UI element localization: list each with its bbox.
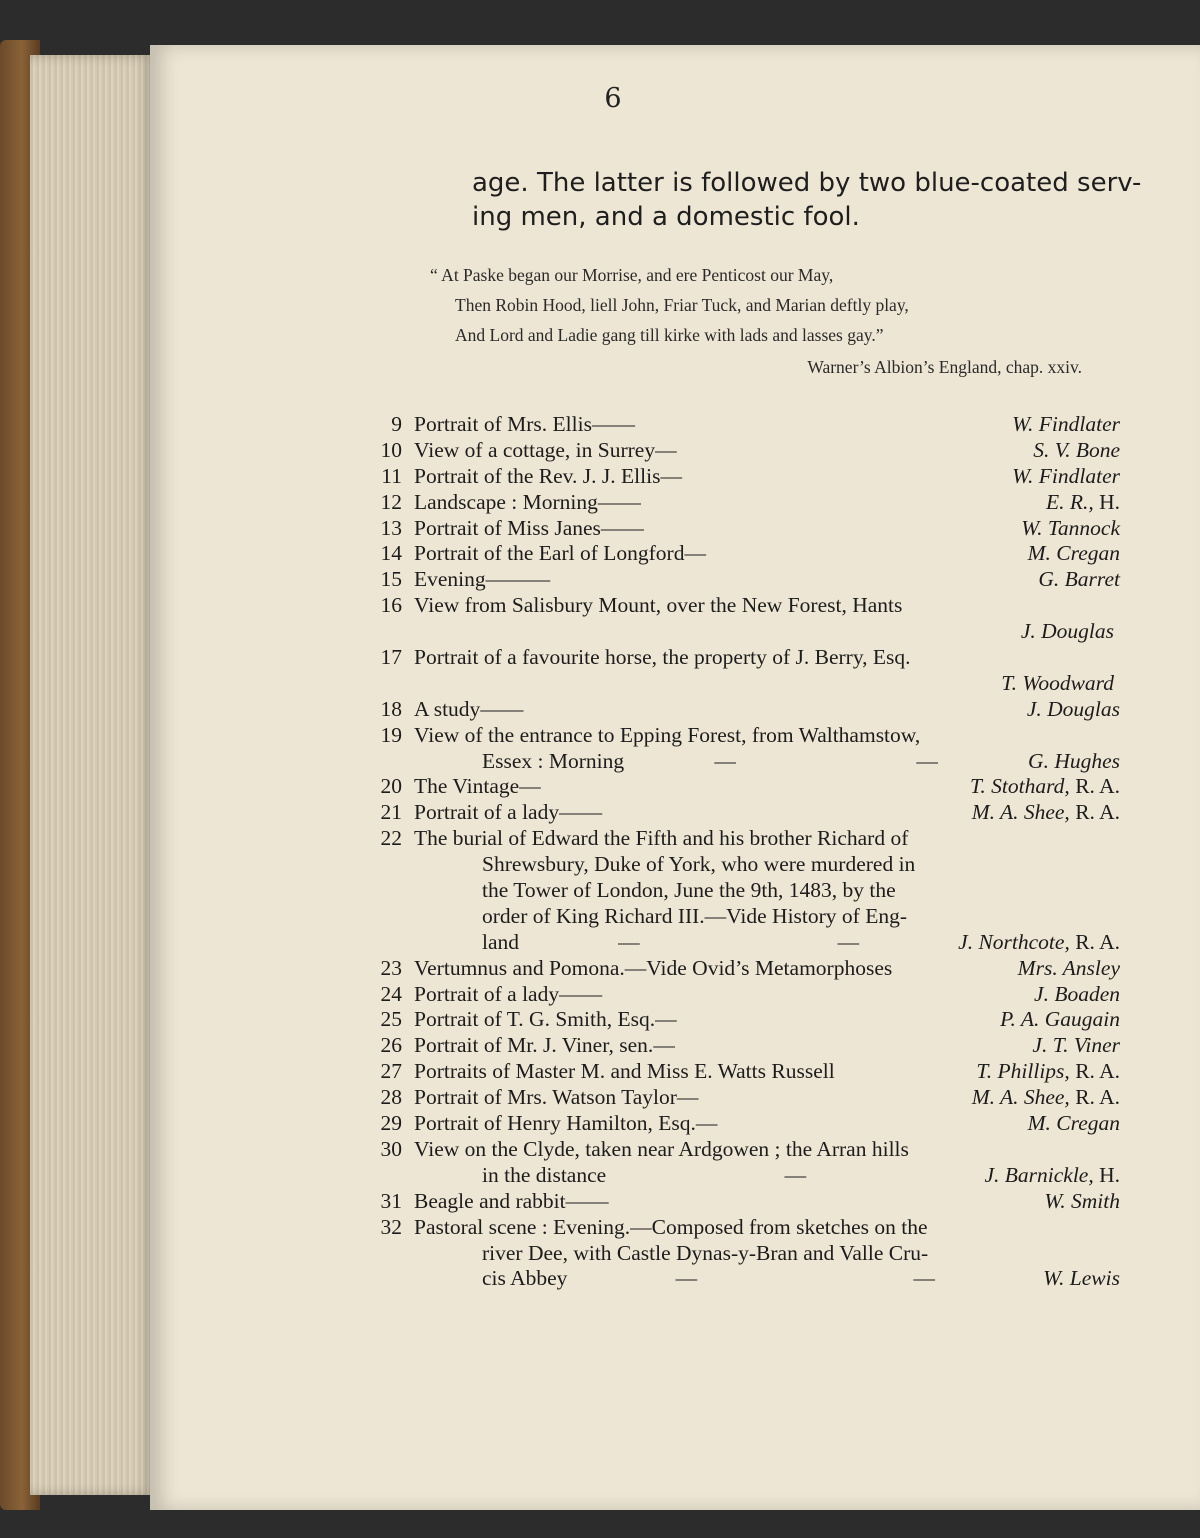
dash-separator: — [684,541,706,566]
entry-title: Portrait of Henry Hamilton, Esq. [414,1111,696,1136]
entry-title-continued: land [482,929,520,954]
entry-continuation [366,1163,1126,1189]
entry-title: Portrait of Mr. J. Viner, sen. [414,1033,654,1058]
entry-title: Vertumnus and Pomona.—Vide Ovid’s Metamorphoses [414,955,893,980]
entry-title: Portrait of Mrs. Ellis [414,412,592,436]
dash-separator: — [613,412,635,436]
dash-separator: — [655,437,677,462]
entry-number: 17 [380,645,402,670]
verse-line: Then Robin Hood, liell John, Friar Tuck, and Marian deftly play, [455,295,909,315]
prose-line: age. The latter is followed by two blue-coated serv- [472,168,1142,198]
entry-number: 19 [380,722,402,747]
artist-name: G. Hughes [1028,748,1121,773]
dash-separator: — [675,1266,698,1291]
entry-number: 29 [380,1111,402,1136]
entry-artist [1028,1111,1126,1137]
dash-separator: — [837,929,860,954]
entry-artist [1033,438,1126,464]
entry-number: 18 [380,696,402,721]
artist-suffix: H. [1093,489,1120,514]
entry-number: 23 [380,955,402,980]
entry-number: 13 [380,515,402,540]
prose-line: ing men, and a domestic fool. [472,202,860,232]
dash-separator: — [587,1188,609,1213]
entry-artist [972,1085,1126,1111]
dash-separator: — [695,1111,718,1136]
dash-separator: — [591,412,614,436]
artist-name: J. Northcote, [958,929,1070,954]
entry-title-continued: cis Abbey [482,1266,568,1291]
dash-separator: — [519,774,541,799]
artist-name: T. Stothard, [970,774,1070,799]
dash-separator: — [580,800,603,825]
entry-artist [984,1163,1126,1189]
artist-name: S. V. Bone [1033,437,1120,462]
entry-row [366,1189,1126,1215]
entry-continuation [366,1241,1126,1267]
entry-row [366,1111,1126,1137]
catalogue-entry [366,567,1126,593]
entry-artist [1028,541,1126,567]
quote-source: Warner’s Albion’s England, chap. xxiv. [807,357,1082,377]
entry-title: Portraits of Master M. and Miss E. Watts Russell [414,1059,835,1084]
entry-row [366,1007,1126,1033]
artist-name: P. A. Gaugain [1000,1007,1120,1032]
entry-title-continued: Shrewsbury, Duke of York, who were murdered in [482,852,916,877]
entry-title: View on the Clyde, taken near Ardgowen ; the Arran hills [414,1136,909,1161]
entry-title: The burial of Edward the Fifth and his brother Richard of [414,826,909,851]
verse-line: “ At Paske began our Morrise, and ere Penticost our May, [430,265,834,285]
entry-artist-line [366,619,1126,645]
entry-title: Portrait of T. G. Smith, Esq. [414,1007,656,1032]
entry-title: Portrait of a favourite horse, the property of J. Berry, Esq. [414,645,911,670]
artist-name: J. Douglas [1026,696,1120,721]
dash-separator: — [565,1188,588,1213]
entry-continuation [366,1266,1126,1292]
entry-artist-line [366,671,1126,697]
dash-separator: — [528,567,551,592]
catalogue-entry [366,412,1126,438]
catalogue-entry [366,1059,1126,1085]
entry-artist [1027,697,1126,723]
entry-row [366,412,1126,438]
artist-name: G. Barret [1038,567,1120,592]
entry-row [366,800,1126,826]
dash-separator: — [676,1085,699,1110]
entry-number: 32 [380,1214,402,1239]
entry-continuation [366,930,1126,956]
dash-separator: — [653,1033,675,1058]
entry-title: Portrait of Mrs. Watson Taylor [414,1085,677,1110]
dash-separator: — [507,567,529,592]
entry-artist [1000,1007,1126,1033]
entry-title: Landscape : Morning [414,489,598,514]
dash-separator: — [501,696,524,721]
artist-name: W. Tannock [1021,515,1120,540]
catalogue-entry [366,593,1126,645]
prose-paragraph [472,166,1142,234]
entry-artist [1012,412,1126,438]
catalogue-entry [366,645,1126,697]
entry-row [366,516,1126,542]
entry-title: View from Salisbury Mount, over the New Forest, Hants [414,593,903,618]
catalogue-entry [366,723,1126,775]
entry-artist [970,774,1126,800]
entry-row [366,1215,1126,1241]
catalogue-entry [366,774,1126,800]
entry-title: Beagle and rabbit [414,1188,566,1213]
entry-title: Portrait of a lady [414,981,560,1006]
catalogue-entry [366,1033,1126,1059]
entry-artist [1021,619,1120,643]
catalogue-entry [366,1189,1126,1215]
entry-row [366,956,1126,982]
artist-suffix: R. A. [1069,774,1120,799]
entry-number: 15 [380,567,402,592]
entry-title-continued: in the distance [482,1162,607,1187]
entry-number: 20 [380,774,402,799]
dash-separator: — [618,929,640,954]
entry-number: 27 [380,1059,402,1084]
entry-row [366,464,1126,490]
catalogue-list [366,412,1126,1292]
artist-name: M. Cregan [1027,1111,1120,1136]
artist-name: M. Cregan [1027,541,1120,566]
entry-title-continued: Essex : Morning [482,748,625,773]
artist-name: J. Douglas [1020,619,1114,644]
artist-name: J. Barnickle, [984,1162,1094,1187]
entry-row [366,490,1126,516]
entry-number: 25 [380,1007,402,1032]
entry-artist [1012,464,1126,490]
catalogue-entry [366,1137,1126,1189]
artist-name: W. Smith [1044,1188,1120,1213]
entry-row [366,982,1126,1008]
dash-separator: — [559,800,581,825]
entry-row [366,826,1126,852]
catalogue-entry [366,516,1126,542]
artist-name: M. A. Shee, [971,800,1070,825]
dash-separator: — [600,515,623,540]
entry-number: 22 [380,826,402,851]
entry-number: 21 [380,800,402,825]
entry-number: 9 [391,412,402,436]
entry-row [366,645,1126,671]
entry-artist [1001,671,1120,695]
entry-title: Portrait of a lady [414,800,560,825]
dash-separator: — [660,463,682,488]
entry-title: The Vintage [414,774,520,799]
entry-row [366,1137,1126,1163]
catalogue-entry [366,956,1126,982]
entry-number: 24 [380,981,402,1006]
artist-suffix: R. A. [1069,800,1120,825]
artist-name: W. Findlater [1012,463,1120,488]
entry-title: Pastoral scene : Evening.—Composed from sketches on the [414,1214,928,1239]
entry-title: Portrait of the Earl of Longford [414,541,685,566]
entry-title-continued: order of King Richard III.—Vide History of Eng- [482,903,908,928]
dash-separator: — [559,981,581,1006]
entry-artist [1018,956,1126,982]
artist-suffix: R. A. [1069,1085,1120,1110]
entry-number: 16 [380,593,402,618]
dash-separator: — [622,515,644,540]
entry-row [366,697,1126,723]
dash-separator: — [580,981,603,1006]
catalogue-entry [366,490,1126,516]
artist-name: E. R., [1045,489,1094,514]
entry-row [366,438,1126,464]
dash-separator: — [485,567,508,592]
dash-separator: — [597,489,620,514]
entry-number: 10 [380,437,402,462]
entry-title-continued: the Tower of London, June the 9th, 1483, by the [482,878,896,903]
page-number: 6 [604,83,622,114]
entry-artist [1021,516,1126,542]
dash-separator: — [655,1007,677,1032]
catalogue-entry [366,1085,1126,1111]
entry-continuation [366,878,1126,904]
verse-quotation [430,260,1090,382]
dash-separator: — [480,696,502,721]
page-edges [30,55,155,1495]
artist-name: W. Findlater [1012,412,1120,436]
dash-separator: — [916,748,938,773]
entry-number: 14 [380,541,402,566]
entry-title-continued: river Dee, with Castle Dynas-y-Bran and Valle Cru- [482,1240,929,1265]
entry-title: Portrait of the Rev. J. J. Ellis [414,463,661,488]
entry-continuation [366,749,1126,775]
entry-row [366,1085,1126,1111]
entry-number: 28 [380,1085,402,1110]
catalogue-entry [366,1007,1126,1033]
catalogue-entry [366,1215,1126,1293]
entry-number: 31 [380,1188,402,1213]
artist-name: T. Woodward [1001,670,1114,695]
entry-artist [1032,1033,1126,1059]
dash-separator: — [913,1266,935,1291]
entry-title: Portrait of Miss Janes [414,515,601,540]
artist-suffix: R. A. [1069,929,1121,954]
verse-line: And Lord and Ladie gang till kirke with lads and lasses gay.” [455,325,884,345]
entry-title: View of the entrance to Epping Forest, from Walthamstow, [414,722,921,747]
entry-artist [1043,1266,1126,1292]
entry-row [366,567,1126,593]
artist-name: Mrs. Ansley [1017,955,1120,980]
dash-separator: — [714,748,736,773]
artist-name: T. Phillips, [976,1059,1070,1084]
dash-separator: — [784,1162,807,1187]
entry-artist [958,930,1126,956]
entry-continuation [366,904,1126,930]
entry-artist [972,800,1126,826]
catalogue-entry [366,438,1126,464]
catalogue-entry [366,800,1126,826]
entry-row [366,1059,1126,1085]
entry-number: 30 [380,1136,402,1161]
catalogue-entry [366,826,1126,955]
entry-row [366,774,1126,800]
entry-title: Evening [414,567,486,592]
entry-artist [1034,982,1126,1008]
artist-name: J. Boaden [1034,981,1120,1006]
entry-artist [976,1059,1126,1085]
entry-number: 26 [380,1033,402,1058]
entry-row [366,1033,1126,1059]
entry-row [366,541,1126,567]
entry-continuation [366,852,1126,878]
artist-suffix: R. A. [1069,1059,1120,1084]
entry-title: A study [414,696,481,721]
artist-name: J. T. Viner [1032,1033,1120,1058]
dash-separator: — [619,489,641,514]
entry-number: 12 [380,489,402,514]
entry-artist [1028,749,1126,775]
catalogue-entry [366,1111,1126,1137]
entry-row [366,723,1126,749]
entry-number: 11 [381,463,402,488]
entry-artist [1046,490,1126,516]
artist-name: M. A. Shee, [971,1085,1070,1110]
entry-artist [1038,567,1126,593]
entry-title: View of a cottage, in Surrey [414,437,656,462]
entry-row [366,593,1126,619]
catalogue-entry [366,982,1126,1008]
entry-artist [1044,1189,1126,1215]
artist-name: W. Lewis [1043,1266,1120,1291]
catalogue-entry [366,541,1126,567]
catalogue-entry [366,464,1126,490]
catalogue-entry [366,697,1126,723]
artist-suffix: H. [1093,1162,1120,1187]
